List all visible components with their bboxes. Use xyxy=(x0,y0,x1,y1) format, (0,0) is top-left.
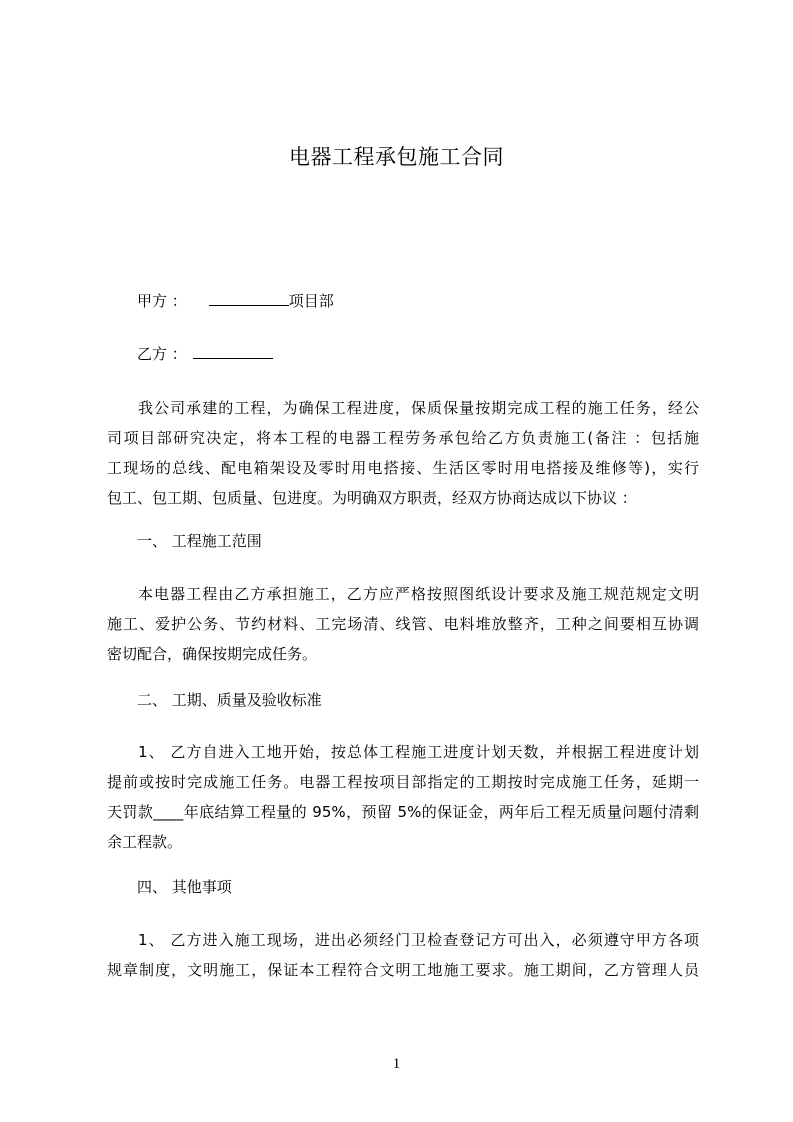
section-4-heading: 四、 其他事项 xyxy=(137,878,232,896)
section-2-line: 余工程款。 xyxy=(107,833,183,851)
section-4-paragraph xyxy=(107,929,699,989)
party-b-line xyxy=(137,343,273,365)
section-4-line: 规章制度，文明施工，保证本工程符合文明工地施工要求。施工期间，乙方管理人员 xyxy=(107,961,699,979)
section-2-line: 提前或按时完成施工任务。电器工程按项目部指定的工期按时完成施工任务，延期一 xyxy=(107,773,699,791)
page-number: 1 xyxy=(392,1056,401,1072)
section-4-line: 1、 乙方进入施工现场，进出必须经门卫检查登记方可出入，必须遵守甲方各项 xyxy=(138,931,699,949)
section-1-line: 本电器工程由乙方承担施工，乙方应严格按照图纸设计要求及施工规范规定文明 xyxy=(138,585,699,603)
party-b-label: 乙方 ： xyxy=(137,345,187,363)
intro-line: 工现场的总线、配电箱架设及零时用电搭接、生活区零时用电搭接及维修等)，实行 xyxy=(107,459,699,477)
section-1-line: 密切配合，确保按期完成任务。 xyxy=(107,645,318,663)
party-b-blank xyxy=(193,343,273,359)
party-a-blank xyxy=(209,290,289,306)
party-a-line xyxy=(137,290,334,312)
party-a-suffix: 项目部 xyxy=(288,292,334,310)
document-title: 电器工程承包施工合同 xyxy=(289,145,504,169)
section-2-paragraph xyxy=(107,741,699,861)
section-1-heading: 一、 工程施工范围 xyxy=(137,532,262,550)
party-a-label: 甲方 ： xyxy=(137,292,187,310)
section-2-line: 天罚款____年底结算工程量的 95%，预留 5%的保证金，两年后工程无质量问题付清剩 xyxy=(107,803,699,821)
intro-line: 包工、包工期、包质量、包进度。为明确双方职责，经双方协商达成以下协议 ： xyxy=(107,489,637,507)
intro-line: 司项目部研究决定，将本工程的电器工程劳务承包给乙方负责施工(备注 ：包括施 xyxy=(107,429,699,447)
section-2-line: 1、 乙方自进入工地开始，按总体工程施工进度计划天数，并根据工程进度计划 xyxy=(138,743,699,761)
section-1-line: 施工、爱护公务、节约材料、工完场清、线管、电料堆放整齐，工种之间要相互协调 xyxy=(107,615,699,633)
section-2-heading: 二、 工期、质量及验收标准 xyxy=(137,691,322,709)
section-1-paragraph xyxy=(107,583,699,673)
intro-line: 我公司承建的工程，为确保工程进度，保质保量按期完成工程的施工任务，经公 xyxy=(138,399,699,417)
intro-paragraph xyxy=(107,397,699,517)
